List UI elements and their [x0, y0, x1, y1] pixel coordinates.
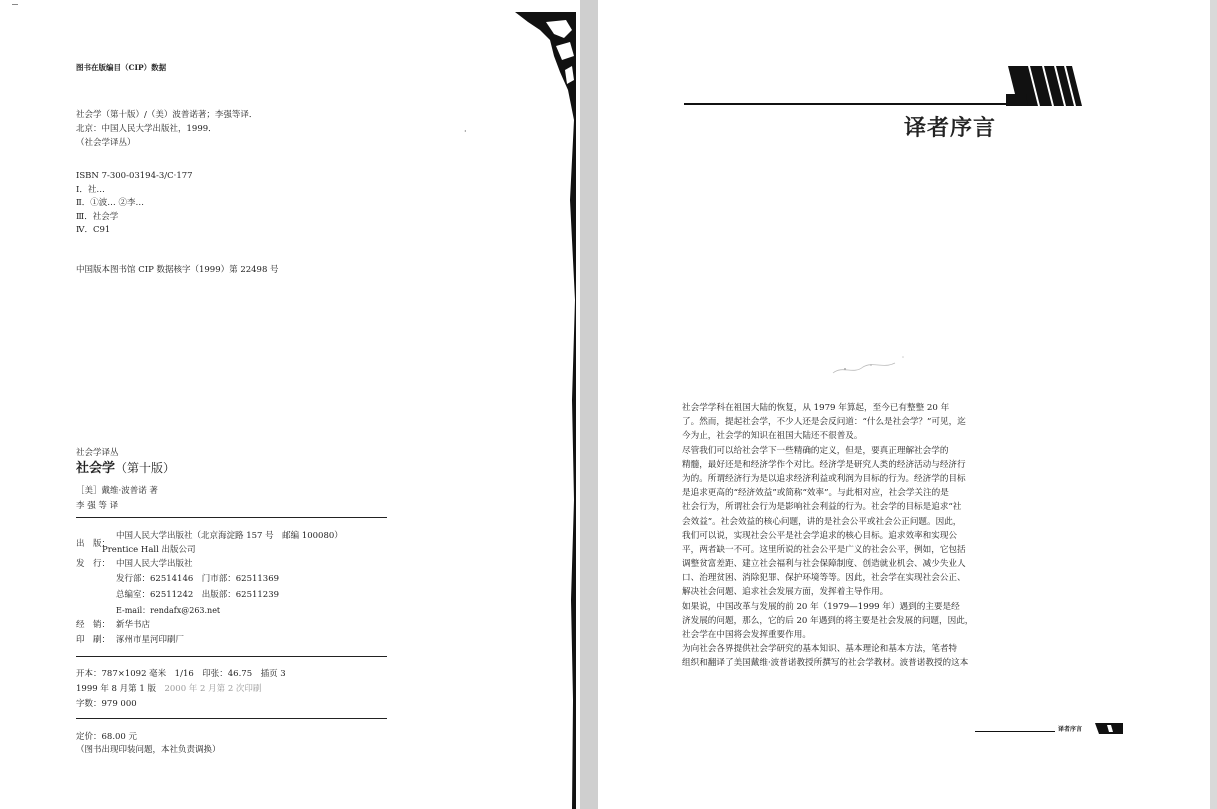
printer-row — [76, 634, 184, 647]
divider — [76, 718, 387, 719]
isbn-line: ISBN 7-300-03194-3/C·177 — [76, 171, 193, 181]
body-line: 平，两者缺一不可。这里所说的社会公平是广义的社会公平，例如，它包括 — [682, 544, 966, 555]
cip-line: 社会学（第十版）/（美）波普诺著；李强等译． — [76, 110, 258, 120]
header-rule — [684, 103, 1024, 105]
seller-row — [76, 619, 150, 632]
issue-dept-phone: 发行部：62514146 门市部：62511369 — [116, 574, 280, 584]
body-line: 社会行为，所谓社会行为是影响社会利益的行为。社会学的目标是追求“社 — [682, 502, 962, 513]
seller-label: 经 销： — [76, 620, 111, 630]
series-name: 社会学译丛 — [76, 448, 119, 458]
body-line: 口、治理贫困、消除犯罪、保护环境等等。因此，社会学在实现社会公正、 — [682, 573, 966, 584]
copyright-page — [0, 0, 580, 809]
word-count: 字数：979 000 — [76, 699, 137, 709]
co-publisher-name: Prentice Hall 出版公司 — [102, 545, 196, 555]
cip-line: （社会学译丛） — [76, 138, 136, 148]
body-line: 今为止，社会学的知识在祖国大陆还不很普及。 — [682, 431, 863, 442]
body-line: 济发展的问题，那么，它的后 20 年遇到的将主要是社会发展的问题，因此， — [682, 615, 974, 626]
book-title-main: 社会学 — [76, 461, 116, 476]
preface-title: 译者序言 — [904, 115, 997, 141]
body-line: 了。然而，提起社会学，不少人还是会反问道：“什么是社会学？”可见，迄 — [682, 417, 966, 428]
quality-notice: （图书出现印装问题，本社负责调换） — [76, 745, 221, 755]
cip-record — [76, 108, 257, 150]
body-line: 我们可以说，实现社会公平是社会学追求的核心目标。追求效率和实现公 — [682, 530, 958, 541]
print-date: 2000 年 2 月第 2 次印刷 — [164, 684, 262, 694]
divider — [76, 517, 387, 518]
scan-mark — [12, 4, 18, 5]
edition-date: 1999 年 8 月第 1 版 — [76, 684, 165, 694]
body-line: 为的。所谓经济行为是以追求经济利益或利润为目标的行为。经济学的目标 — [682, 473, 966, 484]
preface-body — [682, 401, 1038, 671]
class-line: Ⅲ．社会学 — [76, 211, 119, 222]
body-line: 社会学在中国将会发挥重要作用。 — [682, 630, 811, 640]
format-spec: 开本：787×1092 毫米 1/16 印张：46.75 插页 3 — [76, 669, 286, 679]
classification-record — [76, 170, 193, 238]
footer-rule — [975, 731, 1055, 732]
printer-name: 涿州市星河印刷厂 — [116, 635, 185, 645]
translator-line: 李 强 等 译 — [76, 501, 119, 511]
scan-smudge — [823, 345, 933, 385]
cip-approval-number: 中国版本图书馆 CIP 数据核字（1999）第 22498 号 — [76, 265, 279, 275]
divider — [76, 656, 387, 657]
distributor-name: 中国人民大学出版社 — [116, 559, 193, 569]
printer-label: 印 刷： — [76, 635, 111, 645]
running-footer: 译者序言 — [1058, 726, 1083, 733]
body-line: 组织和翻译了美国戴维·波普诺教授所撰写的社会学教材。波普诺教授的这本 — [682, 658, 969, 669]
body-line: 精髓，最好还是和经济学作个对比。经济学是研究人类的经济活动与经济行 — [682, 459, 966, 470]
class-line: Ⅰ．社… — [76, 184, 105, 195]
book-title — [76, 462, 175, 475]
edition-info — [76, 683, 261, 695]
footer-ornament — [1095, 723, 1123, 734]
body-line: 社会学学科在祖国大陆的恢复，从 1979 年算起，至今已有整整 20 年 — [682, 403, 950, 413]
body-line: 是追求更高的“经济效益”或简称“效率”。与此相对应，社会学关注的是 — [682, 488, 949, 499]
class-line: Ⅳ．C91 — [76, 225, 111, 235]
header-stripes-ornament — [1006, 64, 1116, 108]
distributor-row — [76, 558, 193, 571]
seller-name: 新华书店 — [116, 620, 151, 630]
class-line: Ⅱ．①波… ②李… — [76, 198, 144, 208]
cip-heading: 图书在版编目（CIP）数据 — [76, 63, 167, 72]
page-edge — [1210, 0, 1217, 809]
price: 定价：68.00 元 — [76, 732, 138, 742]
publisher-name: 中国人民大学出版社（北京海淀路 157 号 邮编 100080） — [116, 531, 343, 541]
preface-page — [598, 0, 1210, 809]
publisher-label: 出 版： — [76, 539, 111, 549]
book-edition: （第十版） — [115, 461, 176, 475]
distributor-email: E-mail：rendafx@263.net — [116, 606, 221, 615]
cip-line: 北京：中国人民大学出版社，1999． — [76, 124, 217, 134]
body-line: 尽管我们可以给社会学下一些精确的定义，但是，要真正理解社会学的 — [682, 445, 949, 456]
body-line: 为向社会各界提供社会学研究的基本知识、基本理论和基本方法，笔者特 — [682, 644, 958, 655]
page-gutter — [580, 0, 598, 809]
body-line: 如果说，中国改革与发展的前 20 年（1979—1999 年）遇到的主要是经 — [682, 601, 960, 612]
author-line: ［美］戴维·波普诺 著 — [76, 486, 158, 496]
scan-speck: · — [464, 127, 467, 136]
body-line: 调整贫富差距、建立社会福利与社会保障制度、创造就业机会、减少失业人 — [682, 559, 966, 570]
editorial-dept-phone: 总编室：62511242 出版部：62511239 — [116, 590, 280, 600]
body-line: 会效益”。社会效益的核心问题，讲的是社会公平或社会公正问题。因此， — [682, 516, 962, 527]
distributor-label: 发 行： — [76, 559, 111, 569]
torn-page-edge-image — [510, 0, 580, 809]
body-line: 解决社会问题、追求社会发展方面，发挥着主导作用。 — [682, 587, 889, 598]
